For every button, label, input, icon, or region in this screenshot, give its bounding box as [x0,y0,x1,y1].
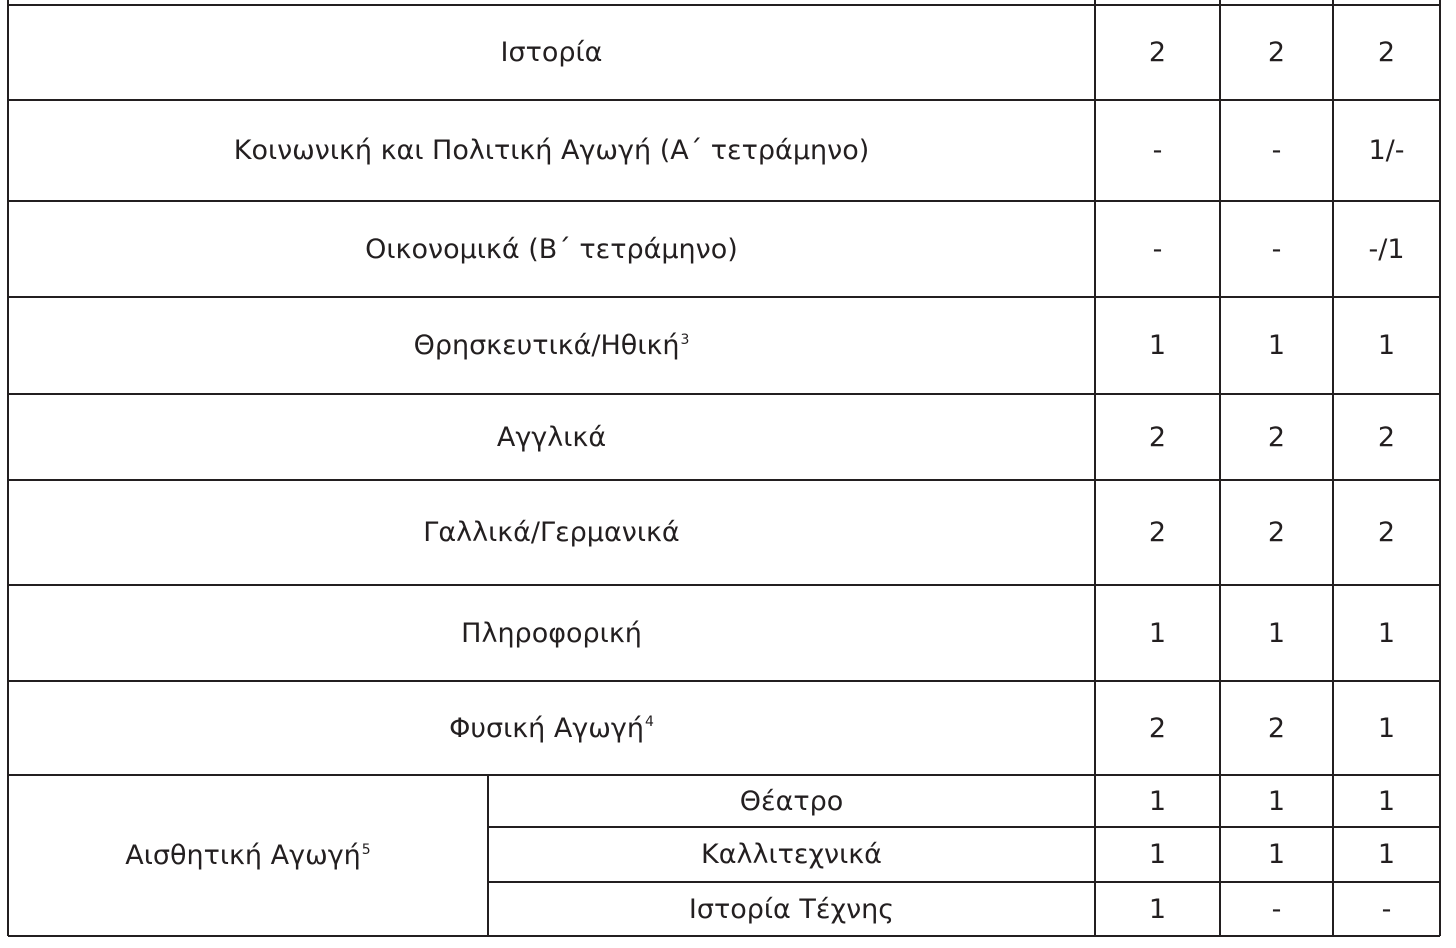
hours-cell-text: 2 [1377,421,1396,453]
group-subject-cell [10,775,486,936]
hours-cell [1335,827,1438,882]
hours-cell [1097,297,1218,394]
hours-cell-text: 2 [1377,37,1396,68]
hours-cell-text: 1/- [1368,135,1405,166]
column-divider [1332,0,1334,936]
hours-cell [1335,394,1438,480]
hours-cell-text: 2 [1267,712,1286,744]
hours-cell [1335,297,1438,394]
subject-cell [10,100,1093,201]
column-divider [1439,0,1441,936]
hours-cell-text: 2 [1148,712,1167,744]
subject-cell-text: Θρησκευτικά/Ηθική [413,330,680,361]
footnote-marker: 3 [680,331,690,348]
hours-cell [1335,201,1438,297]
hours-cell [1335,100,1438,201]
hours-cell-text: 1 [1267,839,1286,870]
sub-subject-cell [490,827,1093,882]
hours-cell [1222,5,1331,100]
hours-cell-text: - [1271,135,1282,166]
group-divider [487,775,489,936]
subject-cell [10,480,1093,585]
hours-cell-text: 1 [1377,785,1396,817]
subject-cell-text: Ιστορία [500,37,603,68]
hours-cell [1097,201,1218,297]
subject-cell-text: Γαλλικά/Γερμανικά [423,517,680,548]
subject-cell [10,297,1093,394]
hours-cell [1097,681,1218,775]
hours-cell [1097,585,1218,681]
hours-cell-text: 1 [1377,330,1396,361]
hours-cell [1097,775,1218,827]
hours-cell [1335,585,1438,681]
sub-subject-cell-text: Θέατρο [739,785,844,817]
hours-cell [1222,100,1331,201]
sub-subject-cell [490,882,1093,936]
hours-cell [1097,100,1218,201]
hours-cell-text: 2 [1377,517,1396,548]
hours-cell-text: 1 [1148,617,1167,649]
sub-subject-cell-text: Ιστορία Τέχνης [688,893,895,925]
hours-cell [1097,394,1218,480]
sub-subject-cell [490,775,1093,827]
column-divider [1219,0,1221,936]
hours-cell-text: 2 [1267,37,1286,68]
hours-cell [1222,681,1331,775]
hours-cell [1335,5,1438,100]
hours-cell-text: -/1 [1368,233,1405,265]
subject-cell-text: Φυσική Αγωγή [449,712,644,744]
hours-cell-text: 1 [1377,712,1396,744]
subject-cell [10,5,1093,100]
subject-cell-text: Πληροφορική [461,617,642,649]
subject-cell [10,681,1093,775]
hours-cell [1222,827,1331,882]
hours-cell [1335,775,1438,827]
hours-cell-text: - [1152,233,1163,265]
hours-cell-text: 2 [1267,517,1286,548]
hours-cell-text: - [1271,893,1282,925]
footnote-marker: 4 [644,714,654,730]
hours-cell [1097,5,1218,100]
hours-cell-text: - [1271,233,1282,265]
hours-cell-text: 1 [1267,617,1286,649]
subject-cell [10,585,1093,681]
hours-cell [1335,480,1438,585]
column-divider [1094,0,1096,936]
footnote-marker: 5 [361,841,371,858]
hours-cell-text: 1 [1377,839,1396,870]
hours-cell [1222,201,1331,297]
subject-cell [10,394,1093,480]
group-subject-cell-text: Αισθητική Αγωγή [125,840,361,871]
hours-cell [1335,882,1438,936]
hours-cell [1222,585,1331,681]
hours-cell [1097,827,1218,882]
subject-cell-text: Κοινωνική και Πολιτική Αγωγή (Α΄ τετράμηνο) [233,135,870,166]
hours-cell-text: 1 [1267,330,1286,361]
hours-cell [1222,297,1331,394]
hours-cell-text: 1 [1267,785,1286,817]
subject-cell-text: Οικονομικά (Β΄ τετράμηνο) [365,233,738,265]
hours-cell-text: 2 [1148,37,1167,68]
hours-cell [1335,681,1438,775]
hours-cell [1097,882,1218,936]
hours-cell-text: 1 [1148,839,1167,870]
hours-cell [1222,775,1331,827]
hours-cell-text: 2 [1148,421,1167,453]
hours-cell-text: 2 [1148,517,1167,548]
hours-cell [1097,480,1218,585]
hours-cell-text: 1 [1148,893,1167,925]
hours-cell-text: 1 [1148,785,1167,817]
sub-subject-cell-text: Καλλιτεχνικά [701,839,882,870]
table-left-border [7,0,9,936]
subject-cell [10,201,1093,297]
hours-cell-text: - [1381,893,1392,925]
hours-cell [1222,480,1331,585]
hours-cell [1222,882,1331,936]
hours-cell-text: - [1152,135,1163,166]
subject-cell-text: Αγγλικά [496,421,607,453]
hours-cell-text: 1 [1377,617,1396,649]
hours-cell-text: 2 [1267,421,1286,453]
hours-cell [1222,394,1331,480]
hours-cell-text: 1 [1148,330,1167,361]
